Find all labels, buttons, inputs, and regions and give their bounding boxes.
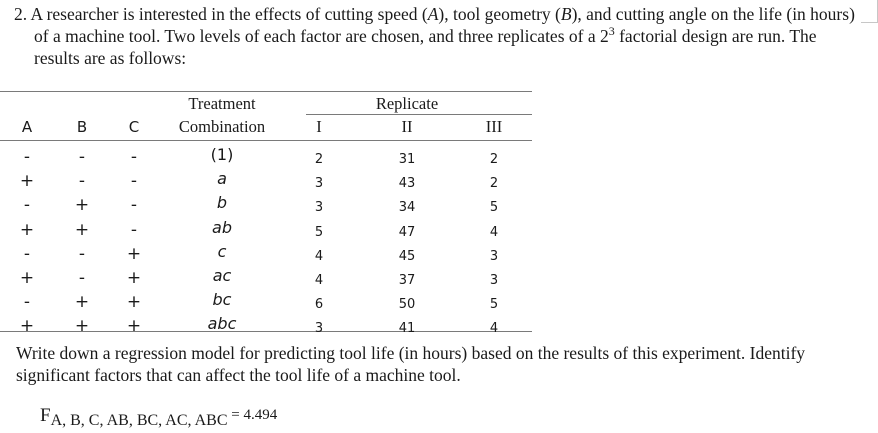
cell-rep-II: 45 <box>398 248 416 264</box>
problem-statement <box>14 3 870 69</box>
cell-B: + <box>74 316 90 337</box>
cell-rep-II: 41 <box>398 321 416 337</box>
cell-rep-III: 5 <box>489 297 499 313</box>
cell-A: - <box>23 243 31 264</box>
cell-A: + <box>19 316 35 337</box>
cell-rep-III: 2 <box>489 152 499 167</box>
cell-combination: ab <box>212 217 232 237</box>
f-value: = 4.494 <box>227 407 278 423</box>
problem-line-3: results are as follows: <box>34 48 187 68</box>
header-col-I: I <box>316 117 322 136</box>
f-symbol: F <box>40 405 51 426</box>
cell-C: - <box>130 171 138 192</box>
cell-B: - <box>78 243 86 264</box>
cell-rep-III: 2 <box>489 176 499 192</box>
cell-A: - <box>23 147 31 167</box>
table-top-rule <box>0 91 532 92</box>
cell-B: + <box>74 292 90 313</box>
cell-combination: a <box>217 169 227 189</box>
table-header-rule <box>0 140 532 141</box>
cell-combination: (1) <box>210 145 234 164</box>
cell-rep-II: 37 <box>398 273 416 288</box>
cell-rep-I: 3 <box>314 200 324 216</box>
cell-combination: ac <box>212 266 232 285</box>
header-combination: Combination <box>178 117 266 136</box>
cell-rep-I: 4 <box>314 273 324 288</box>
cell-C: - <box>130 147 138 167</box>
cell-rep-III: 5 <box>489 200 499 216</box>
problem-line-1: 2. A researcher is interested in the effects of cutting speed (A), tool geometry (B), and cutting angle on the life (in hours) <box>14 4 855 24</box>
cell-rep-II: 34 <box>398 200 416 216</box>
cell-C: + <box>126 292 142 313</box>
cell-rep-III: 3 <box>489 273 499 288</box>
cell-rep-III: 4 <box>489 224 499 240</box>
cell-rep-II: 31 <box>398 152 416 167</box>
replicate-underline <box>306 114 532 115</box>
cell-A: - <box>23 292 31 313</box>
cell-combination: abc <box>207 314 237 334</box>
header-col-C: C <box>128 118 140 136</box>
header-col-III: III <box>485 117 503 136</box>
cell-combination: c <box>217 241 227 261</box>
exponent: 3 <box>608 24 615 38</box>
question-text <box>16 342 868 386</box>
cell-A: + <box>19 219 35 240</box>
cell-A: + <box>19 171 35 192</box>
cell-rep-II: 43 <box>398 176 416 192</box>
header-col-B: B <box>76 118 88 136</box>
header-col-A: A <box>21 118 33 136</box>
cell-rep-I: 6 <box>314 297 324 313</box>
problem-line-2: of a machine tool. Two levels of each factor are chosen, and three replicates of a $2^3$ factorial design are run. The <box>34 24 817 46</box>
question-line-2: significant factors that can affect the tool life of a machine tool. <box>16 365 461 385</box>
header-treatment: Treatment <box>188 94 256 113</box>
header-replicate: Replicate <box>375 94 439 113</box>
cell-C: + <box>126 268 142 288</box>
cell-B: + <box>74 219 90 240</box>
question-line-1: Write down a regression model for predicting tool life (in hours) based on the results of this experiment. Identify <box>16 343 806 363</box>
cell-rep-I: 4 <box>314 248 324 264</box>
cell-rep-I: 3 <box>314 176 324 192</box>
cell-rep-I: 3 <box>314 321 324 337</box>
cell-B: - <box>78 147 86 167</box>
cell-A: - <box>23 195 31 216</box>
cell-C: + <box>126 316 142 337</box>
cell-rep-I: 2 <box>314 152 324 167</box>
header-col-II: II <box>401 117 413 136</box>
cell-rep-III: 3 <box>489 248 499 264</box>
f-statistic <box>40 405 277 427</box>
cell-rep-II: 50 <box>398 297 416 313</box>
cell-rep-III: 4 <box>489 321 499 337</box>
cell-A: + <box>19 268 35 288</box>
cell-B: - <box>78 171 86 192</box>
cell-rep-I: 5 <box>314 224 324 240</box>
cell-combination: b <box>216 193 228 213</box>
cell-combination: bc <box>212 290 232 310</box>
cell-C: + <box>126 243 142 264</box>
cell-B: + <box>74 195 90 216</box>
f-subscript: A, B, C, AB, BC, AC, ABC <box>50 412 228 429</box>
cell-rep-II: 47 <box>398 224 416 240</box>
cell-C: - <box>130 195 138 216</box>
cell-B: - <box>78 268 86 288</box>
cell-C: - <box>130 219 138 240</box>
